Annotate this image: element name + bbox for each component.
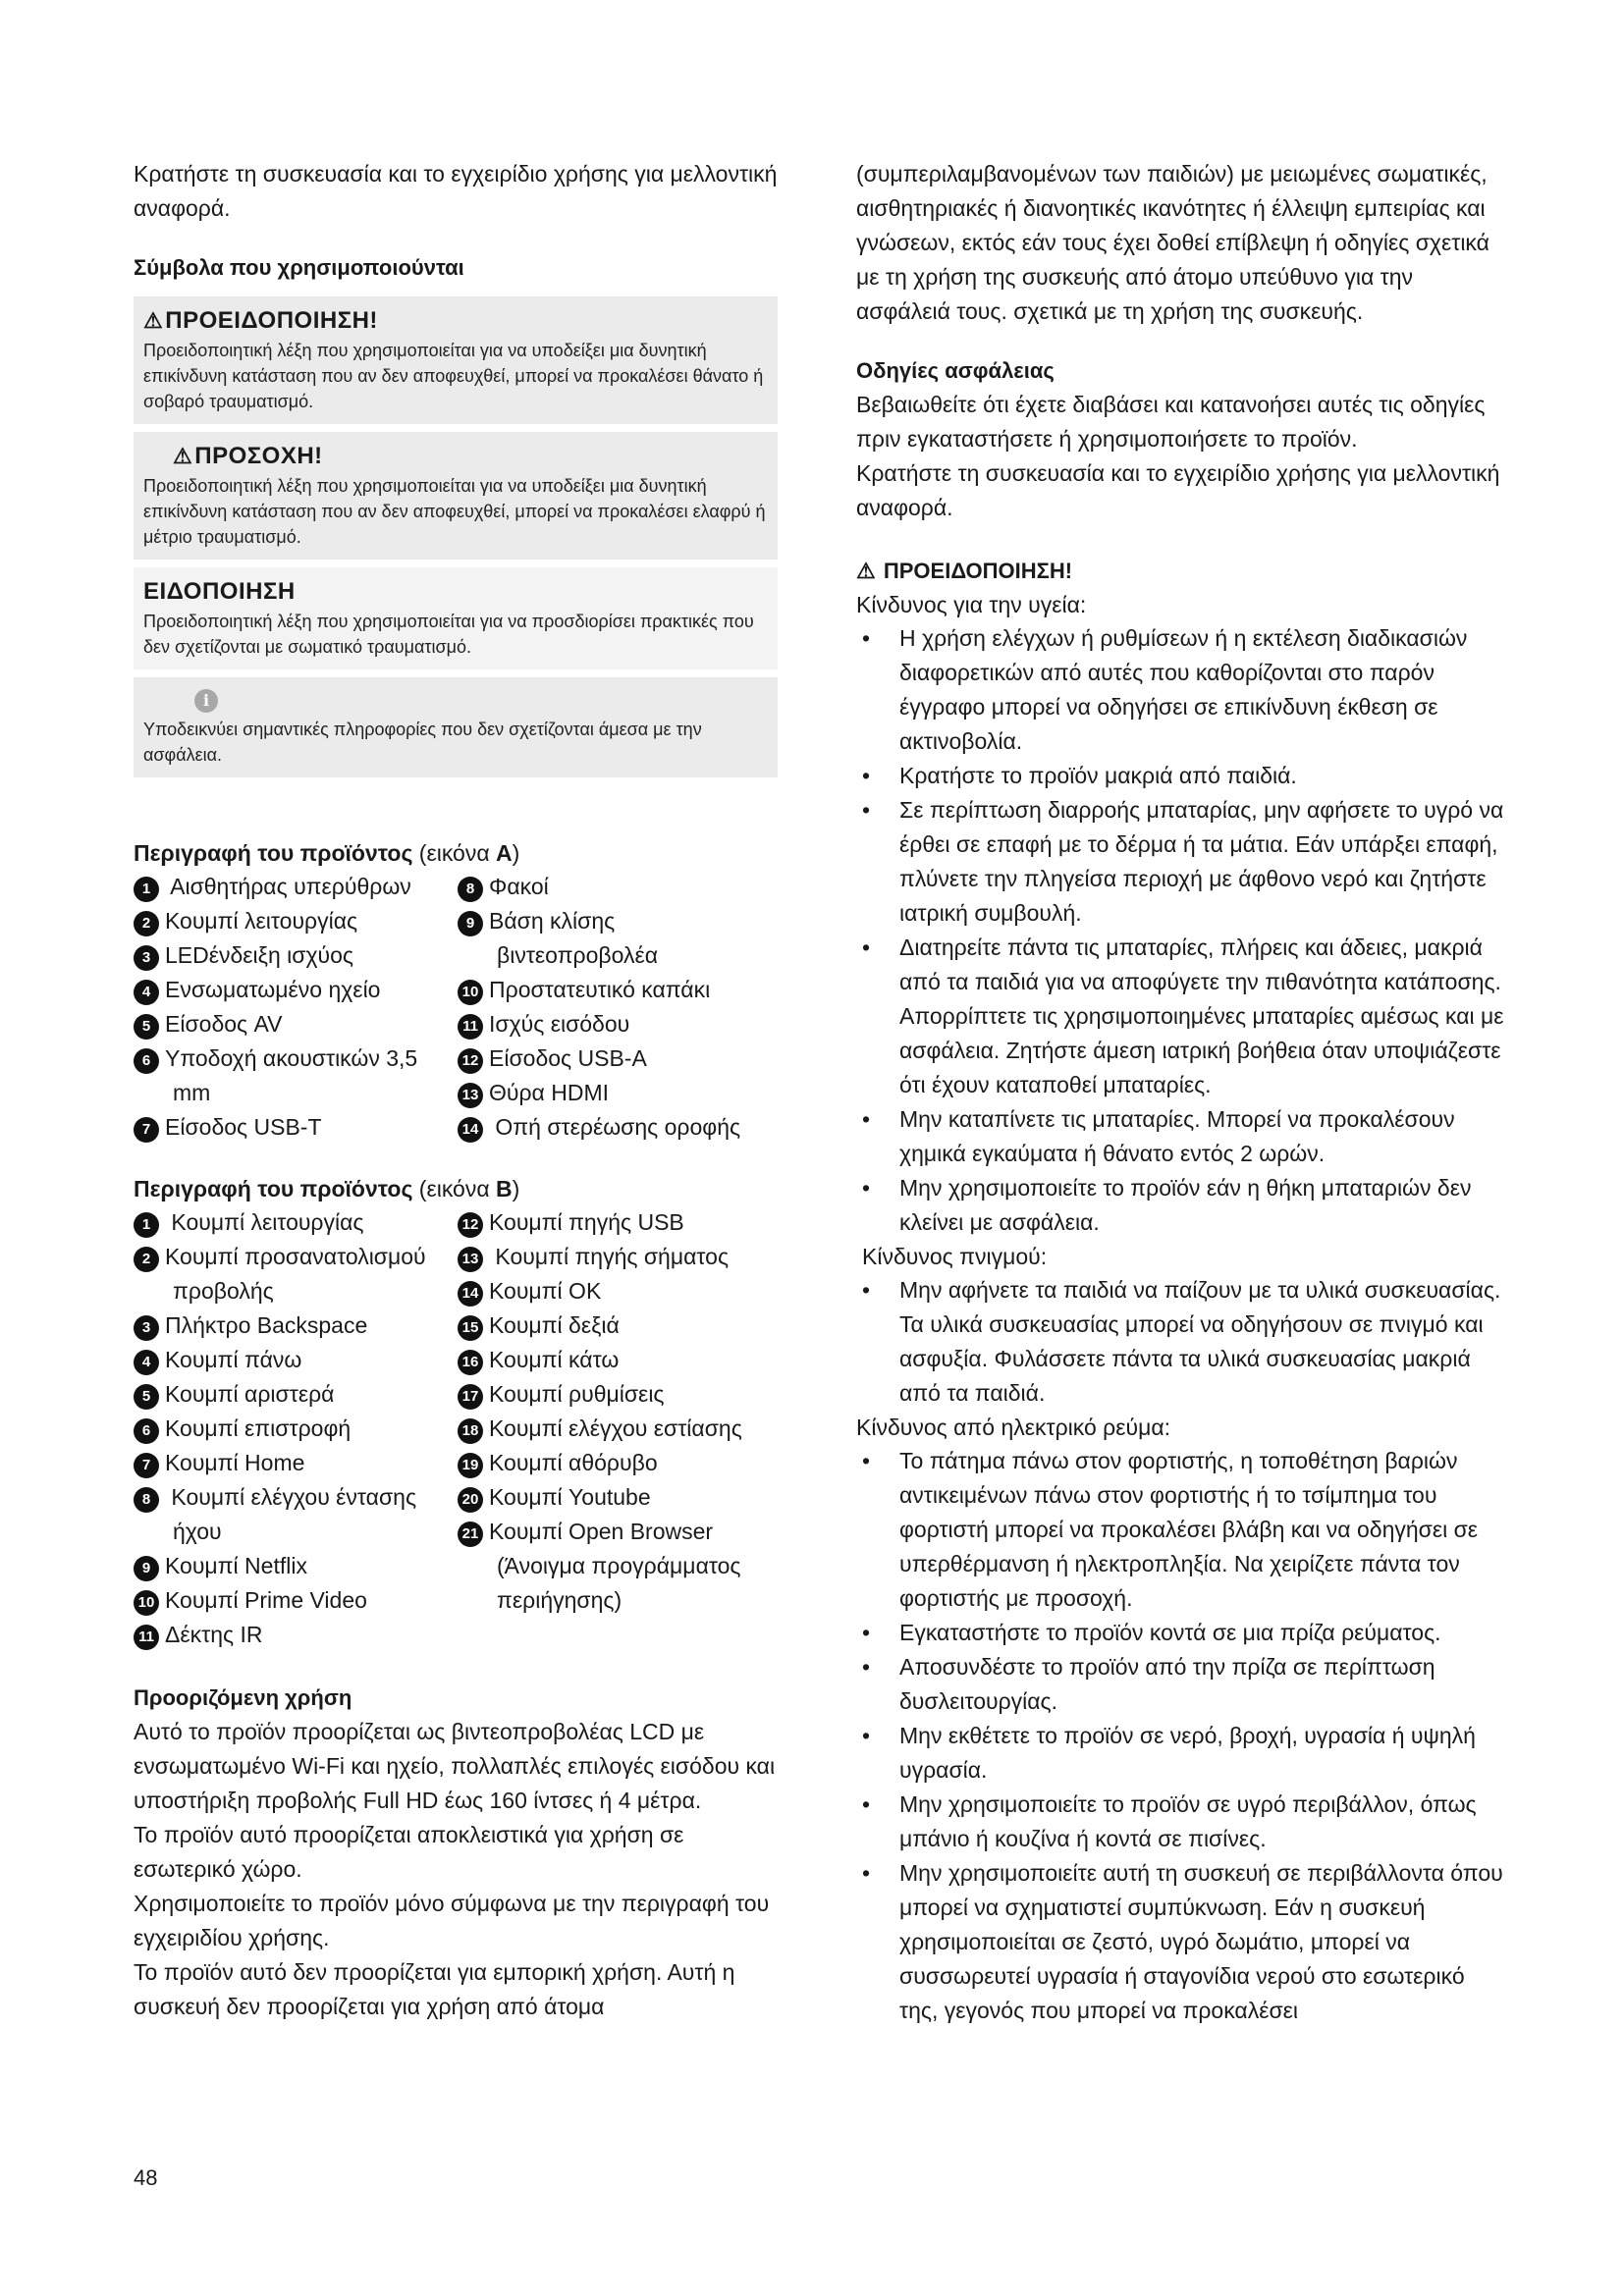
number-badge-icon: 12 (458, 1048, 483, 1074)
number-badge-icon: 10 (134, 1590, 159, 1616)
product-part-item (458, 1515, 778, 1618)
choke-title: Κίνδυνος πνιγμού: (862, 1244, 1048, 1269)
number-badge-icon: 6 (134, 1048, 159, 1074)
number-badge-icon: 5 (134, 1384, 159, 1410)
continued-text: (συμπεριλαμβανομένων των παιδιών) με μειωμένες σωματικές, αισθητηριακές ή διανοητικές ικανότητες ή έλλειψη εμπειρίας και γνώσεων, εκτός εάν τους έχει δοθεί επίβλεψη ή οδηγίες σχετικά με τη χρήση της συσκευής από άτομο υπεύθυνο για την ασφάλειά τους. σχετικά με τη χρήση της συσκευής. (856, 161, 1489, 324)
product-part-label: Κουμπί Prime Video (165, 1587, 367, 1613)
number-badge-icon: 7 (134, 1117, 159, 1143)
right-column (856, 157, 1508, 2028)
number-badge-icon: 21 (458, 1522, 483, 1547)
bullet-item: • Η χρήση ελέγχων ή ρυθμίσεων ή η εκτέλεση διαδικασιών διαφορετικών από αυτές που καθορίζονται στο παρόν έγγραφο μπορεί να οδηγήσει σε επικίνδυνη έκθεση σε ακτινοβολία. (856, 621, 1508, 759)
choke-list (856, 1273, 1508, 1411)
product-part-item (134, 1007, 458, 1041)
number-badge-icon: 2 (134, 1247, 159, 1272)
product-part-item (134, 1549, 458, 1583)
product-part-item (134, 904, 458, 938)
product-part-item (134, 1480, 458, 1549)
safety-title: Οδηγίες ασφάλειας (856, 358, 1055, 383)
intended-use-1: Αυτό το προϊόν προορίζεται ως βιντεοπροβολέας LCD με ενσωματωμένο Wi-Fi και ηχείο, πολλαπλές επιλογές εισόδου και υποστήριξη προβολής Full HD έως 160 ίντσες ή 4 μέτρα. (134, 1719, 776, 1813)
product-part-item (134, 1618, 458, 1652)
product-part-item (458, 1274, 778, 1308)
number-badge-icon: 6 (134, 1418, 159, 1444)
number-badge-icon: 1 (134, 877, 159, 902)
product-part-item (458, 904, 778, 973)
number-badge-icon: 20 (458, 1487, 483, 1513)
product-part-label: Κουμπί δεξιά (489, 1312, 620, 1338)
product-part-label: Κουμπί ρυθμίσεις (489, 1381, 665, 1407)
warning-triangle-icon: ⚠ (856, 559, 876, 583)
number-badge-icon: 18 (458, 1418, 483, 1444)
number-badge-icon: 8 (134, 1487, 159, 1513)
intended-use-title: Προοριζόμενη χρήση (134, 1685, 352, 1710)
number-badge-icon: 12 (458, 1212, 483, 1238)
product-part-label: Βάση κλίσης βιντεοπροβολέα (489, 908, 659, 968)
product-part-item (134, 1583, 458, 1618)
product-part-label: Αισθητήρας υπερύθρων (165, 874, 411, 899)
intended-use-2: Το προϊόν αυτό προορίζεται αποκλειστικά για χρήση σε εσωτερικό χώρο. (134, 1822, 684, 1882)
page-number: 48 (134, 2165, 158, 2190)
product-a-title: Περιγραφή του προϊόντος (εικόνα A) (134, 840, 520, 866)
caution-triangle-icon: ⚠ (173, 444, 193, 468)
bullet-item: • Μην καταπίνετε τις μπαταρίες. Μπορεί να προκαλέσουν χημικά εγκαύματα ή θάνατο εντός 2 ωρών. (856, 1102, 1508, 1171)
product-part-label: Είσοδος USB-A (489, 1045, 647, 1071)
caution-title: ΠΡΟΣΟΧΗ! (194, 443, 323, 469)
product-part-label: Κουμπί Youtube (489, 1484, 651, 1510)
product-part-item (458, 1007, 778, 1041)
product-part-label: LEDένδειξη ισχύος (165, 942, 353, 968)
product-part-label: Κουμπί OK (489, 1278, 602, 1304)
product-part-label: Κουμπί πηγής USB (489, 1209, 684, 1235)
product-part-label: Κουμπί πηγής σήματος (489, 1244, 730, 1269)
number-badge-icon: 9 (134, 1556, 159, 1581)
bullet-item: • Μην χρησιμοποιείτε το προϊόν εάν η θήκη μπαταριών δεν κλείνει με ασφάλεια. (856, 1171, 1508, 1240)
product-part-item (134, 870, 458, 904)
number-badge-icon: 7 (134, 1453, 159, 1478)
number-badge-icon: 8 (458, 877, 483, 902)
product-b-list (134, 1205, 778, 1652)
product-part-item (134, 938, 458, 973)
warning-box (134, 296, 778, 424)
product-part-item (458, 1480, 778, 1515)
number-badge-icon: 11 (134, 1625, 159, 1650)
number-badge-icon: 13 (458, 1083, 483, 1108)
bullet-item: • Το πάτημα πάνω στον φορτιστής, η τοποθέτηση βαριών αντικειμένων πάνω στον φορτιστής ή το τσίμπημα του φορτιστή μπορεί να προκαλέσει βλάβη και να οδηγήσει σε υπερθέρμανση ή ηλεκτροπληξία. Να χειρίζετε πάντα τον φορτιστής με προσοχή. (856, 1444, 1508, 1616)
number-badge-icon: 13 (458, 1247, 483, 1272)
number-badge-icon: 11 (458, 1014, 483, 1040)
product-part-item (458, 1343, 778, 1377)
notice-title: ΕΙΔΟΠΟΙΗΣΗ (143, 578, 296, 605)
product-part-label: Δέκτης IR (165, 1622, 263, 1647)
product-part-item (458, 1076, 778, 1110)
info-icon: i (194, 689, 218, 713)
product-part-item (458, 1041, 778, 1076)
product-part-label: Κουμπί πάνω (165, 1347, 302, 1372)
product-part-label: Ενσωματωμένο ηχείο (165, 977, 381, 1002)
product-part-label: Κουμπί ελέγχου έντασης ήχου (165, 1484, 417, 1544)
product-part-label: Θύρα HDMI (489, 1080, 610, 1105)
product-part-item (134, 1205, 458, 1240)
product-part-label: Κουμπί Home (165, 1450, 305, 1475)
product-part-item (134, 1446, 458, 1480)
product-part-item (458, 1377, 778, 1412)
product-b-title: Περιγραφή του προϊόντος (εικόνα B) (134, 1176, 520, 1201)
number-badge-icon: 2 (134, 911, 159, 936)
product-part-label: Κουμπί επιστροφή (165, 1415, 352, 1441)
product-part-label: Κουμπί Netflix (165, 1553, 307, 1578)
product-part-item (134, 973, 458, 1007)
product-part-label: Είσοδος AV (165, 1011, 283, 1037)
product-part-label: Κουμπί προσανατολισμού προβολής (165, 1244, 426, 1304)
product-part-label: Κουμπί αθόρυβο (489, 1450, 658, 1475)
number-badge-icon: 16 (458, 1350, 483, 1375)
product-a-list (134, 870, 778, 1145)
product-part-item (134, 1240, 458, 1308)
bullet-item: • Εγκαταστήστε το προϊόν κοντά σε μια πρίζα ρεύματος. (856, 1616, 1508, 1650)
product-part-item (458, 1412, 778, 1446)
intro-text: Κρατήστε τη συσκευασία και το εγχειρίδιο χρήσης για μελλοντική αναφορά. (134, 161, 778, 221)
number-badge-icon: 4 (134, 1350, 159, 1375)
bullet-item: • Σε περίπτωση διαρροής μπαταρίας, μην αφήσετε το υγρό να έρθει σε επαφή με το δέρμα ή τα μάτια. Εάν υπάρξει επαφή, πλύνετε την πληγείσα περιοχή με άφθονο νερό και ζητήστε ιατρική συμβουλή. (856, 793, 1508, 931)
product-part-item (458, 973, 778, 1007)
health-list (856, 621, 1508, 1240)
product-part-item (134, 1343, 458, 1377)
electric-list (856, 1444, 1508, 2028)
warning-triangle-icon: ⚠ (143, 308, 164, 333)
electric-title: Κίνδυνος από ηλεκτρικό ρεύμα: (856, 1415, 1171, 1440)
number-badge-icon: 1 (134, 1212, 159, 1238)
product-part-label: Προστατευτικό καπάκι (489, 977, 711, 1002)
info-desc: Υποδεικνύει σημαντικές πληροφορίες που δεν σχετίζονται άμεσα με την ασφάλεια. (143, 720, 702, 765)
product-part-item (458, 1446, 778, 1480)
product-part-item (458, 1205, 778, 1240)
product-part-item (458, 870, 778, 904)
product-part-item (134, 1308, 458, 1343)
bullet-item: • Μην χρησιμοποιείτε το προϊόν σε υγρό περιβάλλον, όπως μπάνιο ή κουζίνα ή κοντά σε πισίνες. (856, 1788, 1508, 1856)
caution-box (134, 432, 778, 560)
product-part-item (458, 1240, 778, 1274)
intended-use-3: Χρησιμοποιείτε το προϊόν μόνο σύμφωνα με την περιγραφή του εγχειριδίου χρήσης. (134, 1891, 770, 1950)
product-part-label: Είσοδος USB-T (165, 1114, 322, 1140)
number-badge-icon: 3 (134, 945, 159, 971)
warning-desc: Προειδοποιητική λέξη που χρησιμοποιείται για να υποδείξει μια δυνητική επικίνδυνη κατάσταση που αν δεν αποφευχθεί, μπορεί να προκαλέσει θάνατο ή σοβαρό τραυματισμό. (143, 341, 764, 411)
number-badge-icon: 10 (458, 980, 483, 1005)
number-badge-icon: 4 (134, 980, 159, 1005)
number-badge-icon: 15 (458, 1315, 483, 1341)
product-part-label: Φακοί (489, 874, 549, 899)
safety-text-2: Κρατήστε τη συσκευασία και το εγχειρίδιο χρήσης για μελλοντική αναφορά. (856, 460, 1500, 520)
warning-title: ΠΡΟΕΙΔΟΠΟΙΗΣΗ! (165, 307, 378, 334)
safety-text-1: Βεβαιωθείτε ότι έχετε διαβάσει και κατανοήσει αυτές τις οδηγίες πριν εγκαταστήσετε ή χρησιμοποιήσετε το προϊόν. (856, 392, 1486, 452)
product-part-item (134, 1377, 458, 1412)
warning-heading: ⚠ ΠΡΟΕΙΔΟΠΟΙΗΣΗ! (856, 559, 1073, 583)
info-box (134, 677, 778, 777)
product-part-label: Κουμπί αριστερά (165, 1381, 335, 1407)
product-part-item (458, 1110, 778, 1145)
number-badge-icon: 5 (134, 1014, 159, 1040)
product-part-label: Ισχύς εισόδου (489, 1011, 630, 1037)
product-part-label: Κουμπί κάτω (489, 1347, 620, 1372)
bullet-item: • Μην εκθέτετε το προϊόν σε νερό, βροχή, υγρασία ή υψηλή υγρασία. (856, 1719, 1508, 1788)
product-part-label: Κουμπί ελέγχου εστίασης (489, 1415, 742, 1441)
product-part-item (134, 1041, 458, 1110)
notice-desc: Προειδοποιητική λέξη που χρησιμοποιείται για να προσδιορίσει πρακτικές που δεν σχετίζονται με σωματικό τραυματισμό. (143, 612, 754, 657)
product-part-label: Κουμπί λειτουργίας (165, 1209, 364, 1235)
product-part-label: Κουμπί λειτουργίας (165, 908, 358, 934)
bullet-item: • Διατηρείτε πάντα τις μπαταρίες, πλήρεις και άδειες, μακριά από τα παιδιά για να αποφύγετε την πιθανότητα κατάποσης. Απορρίπτετε τις χρησιμοποιημένες μπαταρίες αμέσως και με ασφάλεια. Ζητήστε άμεση ιατρική βοήθεια όταν υποψιάζεστε ότι έχουν καταποθεί μπαταρίες. (856, 931, 1508, 1102)
product-part-item (134, 1412, 458, 1446)
number-badge-icon: 14 (458, 1281, 483, 1307)
symbols-title: Σύμβολα που χρησιμοποιούνται (134, 255, 464, 280)
product-part-item (134, 1110, 458, 1145)
number-badge-icon: 9 (458, 911, 483, 936)
notice-box (134, 567, 778, 669)
bullet-item: • Αποσυνδέστε το προϊόν από την πρίζα σε περίπτωση δυσλειτουργίας. (856, 1650, 1508, 1719)
intended-use-4: Το προϊόν αυτό δεν προορίζεται για εμπορική χρήση. Αυτή η συσκευή δεν προορίζεται για χρήση από άτομα (134, 1959, 735, 2019)
number-badge-icon: 19 (458, 1453, 483, 1478)
bullet-item: • Κρατήστε το προϊόν μακριά από παιδιά. (856, 759, 1508, 793)
product-part-label: Κουμπί Open Browser (Άνοιγμα προγράμματος περιήγησης) (489, 1519, 741, 1613)
number-badge-icon: 17 (458, 1384, 483, 1410)
left-column (134, 157, 778, 2024)
number-badge-icon: 3 (134, 1315, 159, 1341)
product-part-item (458, 1308, 778, 1343)
product-part-label: Πλήκτρο Backspace (165, 1312, 368, 1338)
product-part-label: Οπή στερέωσης οροφής (489, 1114, 741, 1140)
health-title: Κίνδυνος για την υγεία: (856, 592, 1087, 617)
caution-desc: Προειδοποιητική λέξη που χρησιμοποιείται για να υποδείξει μια δυνητική επικίνδυνη κατάσταση που αν δεν αποφευχθεί, μπορεί να προκαλέσει ελαφρύ ή μέτριο τραυματισμό. (143, 476, 766, 547)
bullet-item: • Μην χρησιμοποιείτε αυτή τη συσκευή σε περιβάλλοντα όπου μπορεί να σχηματιστεί συμπύκνωση. Εάν η συσκευή χρησιμοποιείται σε ζεστό, υγρό δωμάτιο, μπορεί να συσσωρευτεί υγρασία ή σταγονίδια νερού στο εσωτερικό της, γεγονός που μπορεί να προκαλέσει (856, 1856, 1508, 2028)
number-badge-icon: 14 (458, 1117, 483, 1143)
bullet-item: • Μην αφήνετε τα παιδιά να παίζουν με τα υλικά συσκευασίας. Τα υλικά συσκευασίας μπορεί να οδηγήσουν σε πνιγμό και ασφυξία. Φυλάσσετε πάντα τα υλικά συσκευασίας μακριά από τα παιδιά. (856, 1273, 1508, 1411)
product-part-label: Υποδοχή ακουστικών 3,5 mm (165, 1045, 418, 1105)
